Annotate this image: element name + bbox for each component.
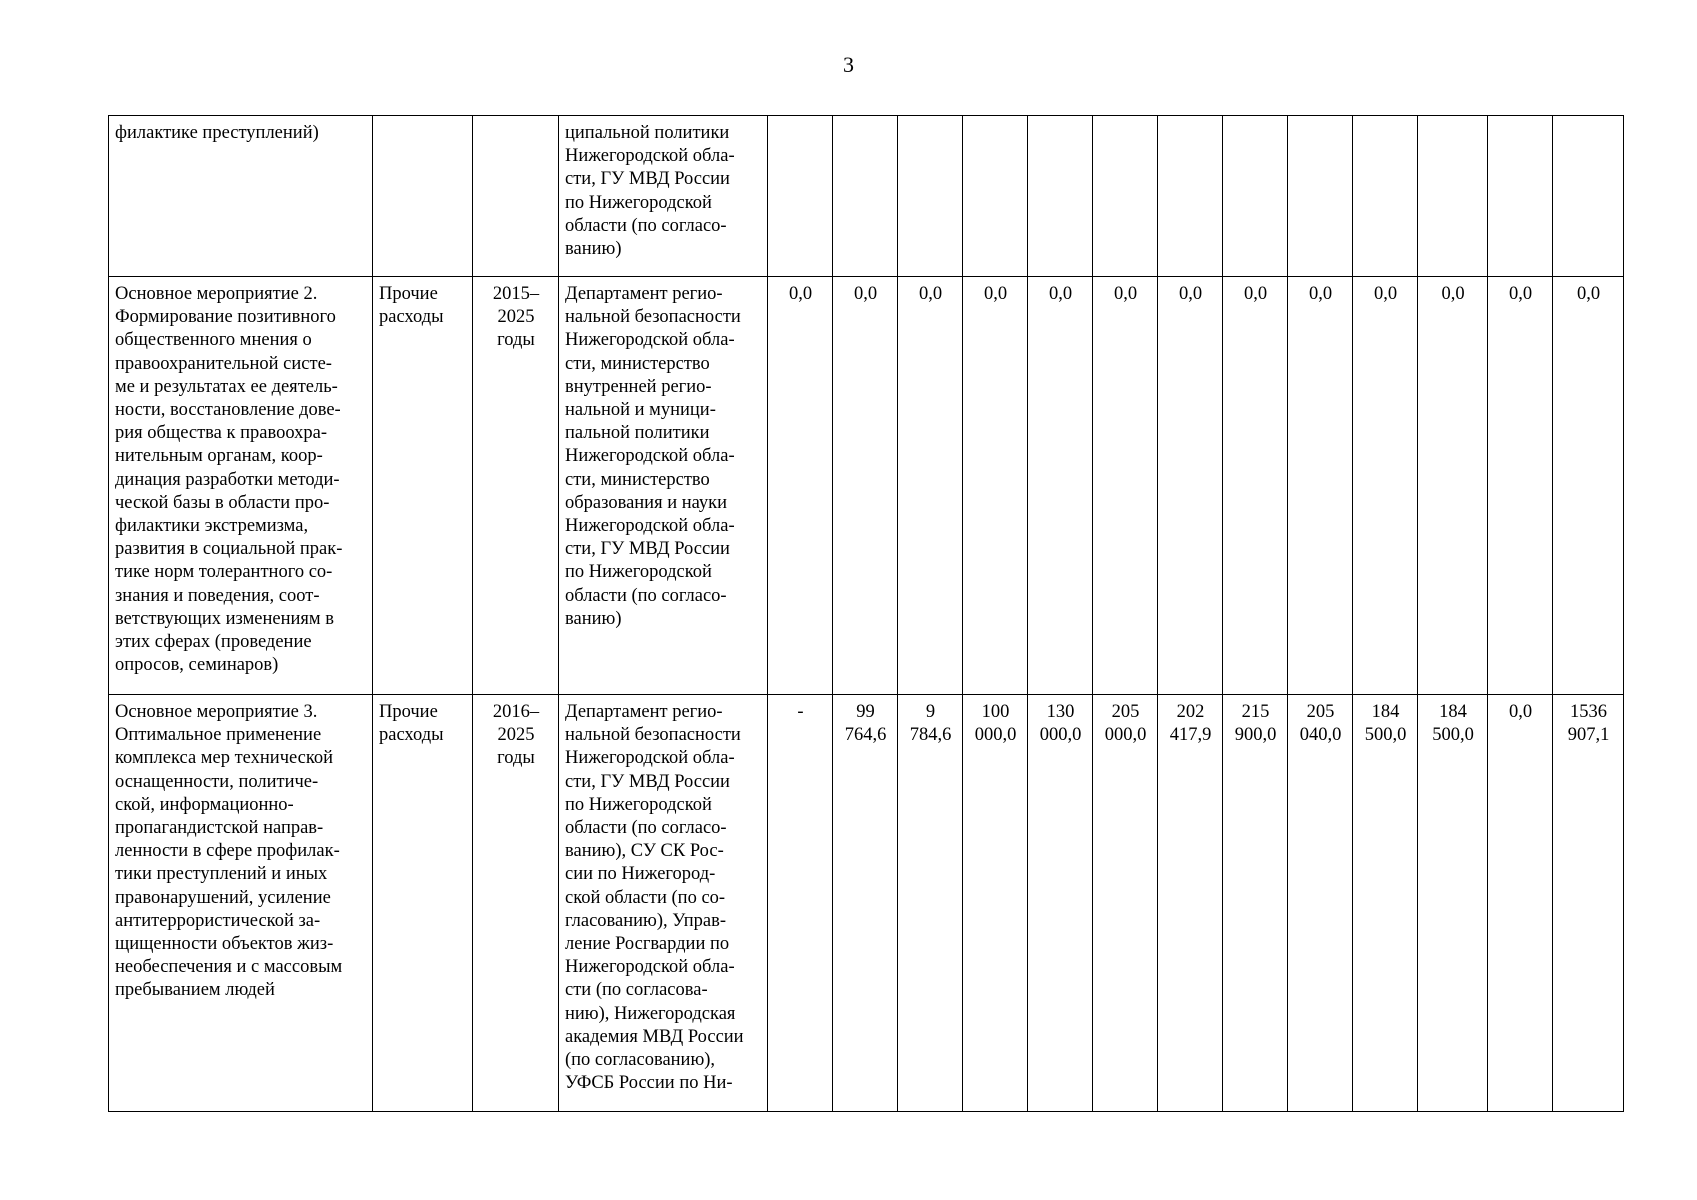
description-line: нительным органам, коор- xyxy=(115,446,323,467)
executor-line: сти, ГУ МВД России xyxy=(565,539,730,560)
description-line: знания и поведения, соот- xyxy=(115,585,320,606)
value-cell xyxy=(898,116,963,277)
executor-line: ванию), СУ СК Рос- xyxy=(565,841,724,862)
value-cell: 205 000,0 xyxy=(1093,695,1158,1112)
description-line: этих сферах (проведение xyxy=(115,632,312,653)
value-cell: 0,0 xyxy=(1488,277,1553,695)
value-cell: - xyxy=(768,695,833,1112)
value-cell: 9 784,6 xyxy=(898,695,963,1112)
description-line: развития в социальной прак- xyxy=(115,539,343,560)
value-cell: 0,0 xyxy=(1028,277,1093,695)
value-cell xyxy=(1223,116,1288,277)
executor-line: сти, министерство xyxy=(565,469,710,490)
executor-line: ванию) xyxy=(565,608,622,629)
executor-line: области (по согласо- xyxy=(565,585,727,606)
period-cell: 2015–2025 годы xyxy=(473,277,559,695)
executor-line: гласованию), Управ- xyxy=(565,910,727,931)
description-line: оснащенности, политиче- xyxy=(115,771,319,792)
table-row xyxy=(109,277,1624,695)
description-line: опросов, семинаров) xyxy=(115,655,279,676)
value-cell: 0,0 xyxy=(898,277,963,695)
description-line: ской, информационно- xyxy=(115,794,294,815)
description-line: ческой базы в области про- xyxy=(115,492,330,513)
value-cell: 205 040,0 xyxy=(1288,695,1353,1112)
executor-line: ципальной политики xyxy=(565,123,730,143)
executor-line: области (по согласо- xyxy=(565,215,727,236)
executor-line: Нижегородской обла- xyxy=(565,748,735,769)
executor-line: Департамент регио- xyxy=(565,702,723,722)
description-line: общественного мнения о xyxy=(115,330,312,351)
description-line: тике норм толерантного со- xyxy=(115,562,333,583)
description-line: комплекса мер технической xyxy=(115,748,334,769)
table-row xyxy=(109,695,1624,1112)
activity-description-cell xyxy=(109,277,373,695)
expense-type-cell: Прочие расходы xyxy=(373,695,473,1112)
executor-line: нальной безопасности xyxy=(565,307,741,328)
executor-cell xyxy=(559,695,768,1112)
executor-line: нальной безопасности xyxy=(565,725,741,746)
description-line: антитеррористической за- xyxy=(115,910,321,931)
value-cell xyxy=(1488,116,1553,277)
executor-line: ской области (по со- xyxy=(565,887,726,908)
description-line: правонарушений, усиление xyxy=(115,887,331,908)
description-line: ветствующих изменениям в xyxy=(115,608,334,629)
value-cell: 1536 907,1 xyxy=(1553,695,1624,1112)
period-cell: 2016–2025 годы xyxy=(473,695,559,1112)
value-cell xyxy=(1288,116,1353,277)
value-cell: 0,0 xyxy=(963,277,1028,695)
executor-line: Нижегородской обла- xyxy=(565,516,735,537)
executor-cell xyxy=(559,116,768,277)
description-line: тики преступлений и иных xyxy=(115,864,328,885)
value-cell xyxy=(963,116,1028,277)
executor-line: сти, ГУ МВД России xyxy=(565,169,730,190)
executor-line: сти (по согласова- xyxy=(565,980,708,1001)
description-line: щищенности объектов жиз- xyxy=(115,934,334,955)
value-cell xyxy=(1553,116,1624,277)
executor-line: по Нижегородской xyxy=(565,794,712,815)
executor-line: ление Росгвардии по xyxy=(565,934,730,955)
activity-description-cell xyxy=(109,695,373,1112)
description-line: правоохранительной систе- xyxy=(115,353,332,374)
executor-line: Нижегородской обла- xyxy=(565,957,735,978)
executor-line: УФСБ России по Ни- xyxy=(565,1073,733,1094)
value-cell: 0,0 xyxy=(1488,695,1553,1112)
description-line: пропагандистской направ- xyxy=(115,818,324,839)
value-cell: 100 000,0 xyxy=(963,695,1028,1112)
value-cell: 184 500,0 xyxy=(1353,695,1418,1112)
page-number: 3 xyxy=(843,52,854,77)
value-cell: 0,0 xyxy=(1093,277,1158,695)
value-cell: 130 000,0 xyxy=(1028,695,1093,1112)
description-line: Формирование позитивного xyxy=(115,307,336,328)
executor-line: сти, министерство xyxy=(565,353,710,374)
value-cell: 0,0 xyxy=(1158,277,1223,695)
description-line: ленности в сфере профилак- xyxy=(115,841,340,862)
table-row xyxy=(109,116,1624,277)
value-cell xyxy=(1418,116,1488,277)
description-line: Основное мероприятие 3. xyxy=(115,702,318,722)
value-cell: 99 764,6 xyxy=(833,695,898,1112)
value-cell: 202 417,9 xyxy=(1158,695,1223,1112)
value-cell xyxy=(1158,116,1223,277)
value-cell xyxy=(833,116,898,277)
period-cell xyxy=(473,116,559,277)
executor-line: (по согласованию), xyxy=(565,1050,716,1071)
value-cell: 0,0 xyxy=(1223,277,1288,695)
value-cell: 184 500,0 xyxy=(1418,695,1488,1112)
executor-cell xyxy=(559,277,768,695)
expense-type-cell: Прочие расходы xyxy=(373,277,473,695)
value-cell: 0,0 xyxy=(833,277,898,695)
executor-line: внутренней регио- xyxy=(565,376,712,397)
value-cell: 0,0 xyxy=(1553,277,1624,695)
executor-line: сии по Нижегород- xyxy=(565,864,716,885)
value-cell: 0,0 xyxy=(1288,277,1353,695)
value-cell xyxy=(1028,116,1093,277)
program-table xyxy=(108,115,1624,1112)
description-line: филактики экстремизма, xyxy=(115,516,309,537)
description-line: Основное мероприятие 2. xyxy=(115,284,318,304)
description-line: пребыванием людей xyxy=(115,980,275,1001)
executor-line: образования и науки xyxy=(565,492,728,513)
executor-line: нию), Нижегородская xyxy=(565,1003,736,1024)
description-line: необеспечения и с массовым xyxy=(115,957,343,978)
executor-line: по Нижегородской xyxy=(565,562,712,583)
executor-line: Нижегородской обла- xyxy=(565,146,735,167)
executor-line: Департамент регио- xyxy=(565,284,723,304)
executor-line: Нижегородской обла- xyxy=(565,330,735,351)
value-cell xyxy=(1353,116,1418,277)
description-line: филактике преступлений) xyxy=(115,123,319,143)
executor-line: нальной и муници- xyxy=(565,400,716,421)
description-line: рия общества к правоохра- xyxy=(115,423,327,444)
value-cell xyxy=(768,116,833,277)
expense-type-cell xyxy=(373,116,473,277)
value-cell: 0,0 xyxy=(1418,277,1488,695)
description-line: динация разработки методи- xyxy=(115,469,340,490)
executor-line: по Нижегородской xyxy=(565,192,712,213)
value-cell: 0,0 xyxy=(1353,277,1418,695)
value-cell xyxy=(1093,116,1158,277)
executor-line: области (по согласо- xyxy=(565,818,727,839)
description-line: ности, восстановление дове- xyxy=(115,400,341,421)
executor-line: Нижегородской обла- xyxy=(565,446,735,467)
description-line: Оптимальное применение xyxy=(115,725,322,746)
executor-line: академия МВД России xyxy=(565,1026,744,1047)
description-line: ме и результатах ее деятель- xyxy=(115,376,338,397)
value-cell: 215 900,0 xyxy=(1223,695,1288,1112)
executor-line: сти, ГУ МВД России xyxy=(565,771,730,792)
executor-line: пальной политики xyxy=(565,423,710,444)
activity-description-cell xyxy=(109,116,373,277)
executor-line: ванию) xyxy=(565,239,622,260)
value-cell: 0,0 xyxy=(768,277,833,695)
